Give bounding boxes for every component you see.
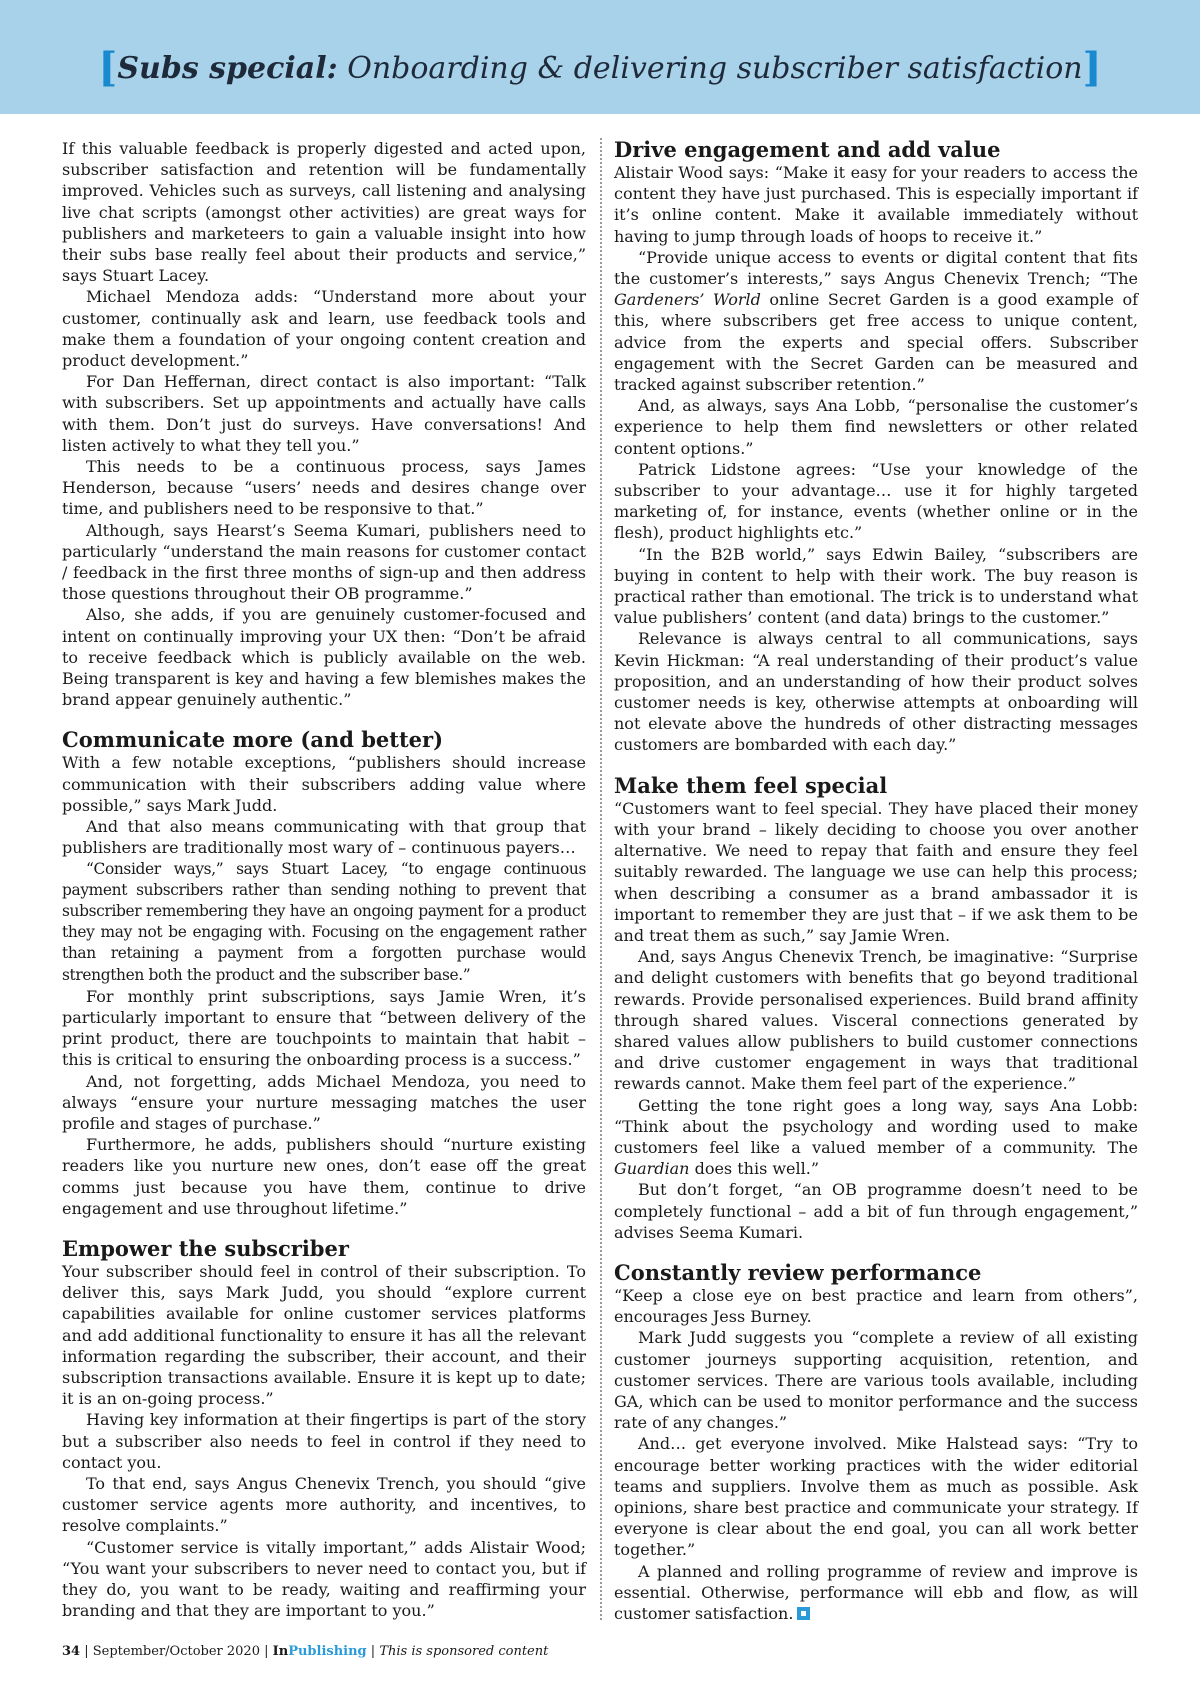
publication-logo [273, 1644, 367, 1659]
paragraph: “Customers want to feel special. They have placed their money with your brand – likely deciding to choose you over another alternative. We need to repay that faith and ensure they feel suitably rewarded. The language we use can help this process; when describing a consumer as a brand ambassador it is important to remember they are just that – if we ask them to be and treat them as such,” say Jamie Wren. [614, 798, 1138, 945]
footer-separator: | [264, 1644, 269, 1659]
paragraph: Your subscriber should feel in control of their subscription. To deliver this, says Mark Judd, you should “explore current capabilities available for online customer services platforms and add additional functionality to ensure it has all the relevant information regarding the subscriber, their account, and their subscription transactions available. Ensure it is kept up to date; it is an on-going process.” [62, 1261, 586, 1409]
paragraph: Alistair Wood says: “Make it easy for your readers to access the content they have just purchased. This is especially important if it’s online content. Make it available immediately without having to jump through loads of hoops to receive it.” [614, 163, 1138, 246]
sponsored-note: This is sponsored content [379, 1644, 549, 1659]
text-run: “Provide unique access to events or digital content that fits the customer’s interests,” says Angus Chenevix Trench; “The [614, 247, 1138, 289]
paragraph: And, says Angus Chenevix Trench, be imaginative: “Surprise and delight customers with benefits that go beyond traditional rewards. Provide personalised experiences. Build brand affinity through shared values. Visceral connections generated by shared values allow publishers to build customer connections and drive customer engagement in ways that traditional rewards cannot. Make them feel part of the experience.” [614, 947, 1138, 1094]
paragraph: “In the B2B world,” says Edwin Bailey, “subscribers are buying in content to help with their work. The buy reason is practical rather than emotional. The trick is to understand what value publishers’ content (and data) brings to the customer.” [614, 544, 1138, 628]
text-run: A planned and rolling programme of review and improve is essential. Otherwise, performance will ebb and flow, as will customer satisfaction. [614, 1561, 1138, 1623]
paragraph [614, 1095, 1138, 1180]
section-heading-engagement: Drive engagement and add value [614, 137, 1001, 162]
paragraph: “Consider ways,” says Stuart Lacey, “to engage continuous payment subscribers rather than sending nothing to prevent that subscriber remembering they have an ongoing payment for a product they may not be engaging with. Focusing on the engagement rather than retaining a payment from a forgotten purchase would strengthen both the product and the subscriber base.” [62, 859, 586, 984]
paragraph: Also, she adds, if you are genuinely customer-focused and intent on continually improving your UX then: “Don’t be afraid to receive feedback which is publicly available on the web. Being transparent is key and having a few blemishes makes the brand appear genuinely authentic.” [62, 605, 586, 710]
section-heading-special: Make them feel special [614, 772, 888, 798]
paragraph: To that end, says Angus Chenevix Trench, you should “give customer service agents more authority, and incentives, to resolve complaints.” [62, 1473, 586, 1536]
paragraph: And, as always, says Ana Lobb, “personalise the customer’s experience to help them find newsletters or other related content options.” [614, 396, 1138, 458]
end-of-article-icon [797, 1607, 810, 1620]
paragraph: Furthermore, he adds, publishers should “nurture existing readers like you nurture new ones, don’t ease off the great comms just because you have them, continue to drive engagement and use throughout lifetime.” [62, 1135, 586, 1218]
page-number: 34 [62, 1644, 81, 1659]
paragraph [614, 247, 1138, 395]
paragraph: “Customer service is vitally important,” adds Alistair Wood; “You want your subscribers to never need to contact you, but if they do, you want to be ready, waiting and reaffirming your branding and that they are important to you.” [62, 1537, 586, 1621]
paragraph: Michael Mendoza adds: “Understand more about your customer, continually ask and learn, use feedback tools and make them a foundation of your ongoing content creation and product development.” [62, 287, 586, 371]
brand-in: In [272, 1644, 289, 1659]
footer-separator: | [84, 1644, 89, 1659]
header-banner [0, 0, 1200, 114]
paragraph: And… get everyone involved. Mike Halstead says: “Try to encourage better working practices with the wider editorial teams and suppliers. Involve them as much as possible. Ask opinions, share best practice and communicate your strategy. If everyone is clear about the end goal, you can all work better together.” [614, 1434, 1138, 1560]
paragraph: Relevance is always central to all communications, says Kevin Hickman: “A real understanding of their product’s value proposition, and an understanding of how their product solves customer needs is key, otherwise attempts at onboarding will not elevate above the hundreds of other distracting messages customers are bombarded with each day.” [614, 629, 1138, 755]
section-heading-empower: Empower the subscriber [62, 1235, 349, 1261]
paragraph: If this valuable feedback is properly digested and acted upon, subscriber satisfaction and retention will be fundamentally improved. Vehicles such as surveys, call listening and analysing live chat scripts (amongst other activities) are great ways for publishers and marketeers to gain a valuable insight into how their subs base really feel about their products and service,” says Stuart Lacey. [62, 139, 586, 286]
paragraph [614, 1561, 1138, 1625]
bracket-open: [ [98, 44, 118, 91]
text-run: Getting the tone right goes a long way, says Ana Lobb: “Think about the psychology and wording used to make customers feel like a valued member of a community. The [614, 1095, 1138, 1157]
title-strong: Subs special: [117, 51, 338, 86]
paragraph: This needs to be a continuous process, says James Henderson, because “users’ needs and desires change over time, and publishers need to be responsive to that.” [62, 457, 586, 519]
paragraph: And, not forgetting, adds Michael Mendoza, you need to always “ensure your nurture messaging matches the user profile and stages of purchase.” [62, 1071, 586, 1133]
publication-title: Gardeners’ World [614, 290, 761, 310]
text-run: online Secret Garden is a good example of this, where subscribers get free access to unique content, advice from the experts and special offers. Subscriber engagement with the Secret Garden can be measured and tracked against subscriber retention.” [614, 290, 1138, 395]
right-column [614, 138, 1138, 1624]
bracket-close: ] [1082, 44, 1102, 91]
left-column [62, 138, 586, 1621]
page-footer [62, 1644, 548, 1659]
paragraph: For monthly print subscriptions, says Jamie Wren, it’s particularly important to ensure that “between delivery of the print product, there are touchpoints to maintain that habit – this is critical to ensuring the onboarding process is a success.” [62, 986, 586, 1070]
footer-separator: | [370, 1644, 376, 1659]
paragraph: “Keep a close eye on best practice and learn from others”, encourages Jess Burney. [614, 1285, 1138, 1327]
paragraph: With a few notable exceptions, “publishers should increase communication with their subscribers adding value where possible,” says Mark Judd. [62, 753, 586, 815]
paragraph: For Dan Heffernan, direct contact is also important: “Talk with subscribers. Set up appointments and actually have calls with them. Don’t just do surveys. Have conversations! And listen actively to what they tell you.” [62, 372, 586, 455]
paragraph: And that also means communicating with that group that publishers are traditionally most wary of – continuous payers… [62, 817, 586, 858]
publication-title: Guardian [614, 1159, 690, 1179]
paragraph: Patrick Lidstone agrees: “Use your knowledge of the subscriber to your advantage… use it for highly targeted marketing of, for instance, events (whether online or in the flesh), product highlights etc.” [614, 459, 1138, 543]
paragraph: Although, says Hearst’s Seema Kumari, publishers need to particularly “understand the main reasons for customer contact / feedback in the first three months of sign-up and then address those questions throughout their OB programme.” [62, 520, 586, 604]
page-title [0, 44, 1200, 91]
paragraph: Having key information at their fingertips is part of the story but a subscriber also needs to feel in control if they need to contact you. [62, 1410, 586, 1472]
brand-publishing: Publishing [288, 1644, 367, 1659]
column-divider [600, 138, 602, 1620]
title-subtitle: Onboarding & delivering subscriber satisfaction [347, 51, 1083, 86]
section-heading-review: Constantly review performance [614, 1259, 982, 1285]
issue-date: September/October 2020 [92, 1644, 260, 1659]
paragraph: But don’t forget, “an OB programme doesn’t need to be completely functional – add a bit of fun through engagement,” advises Seema Kumari. [614, 1180, 1138, 1242]
section-heading-communicate: Communicate more (and better) [62, 727, 444, 753]
text-run: does this well.” [689, 1159, 820, 1179]
paragraph: Mark Judd suggests you “complete a review of all existing customer journeys supporting acquisition, retention, and customer services. There are various tools available, including GA, which can be used to monitor performance and the success rate of any changes.” [614, 1328, 1138, 1433]
